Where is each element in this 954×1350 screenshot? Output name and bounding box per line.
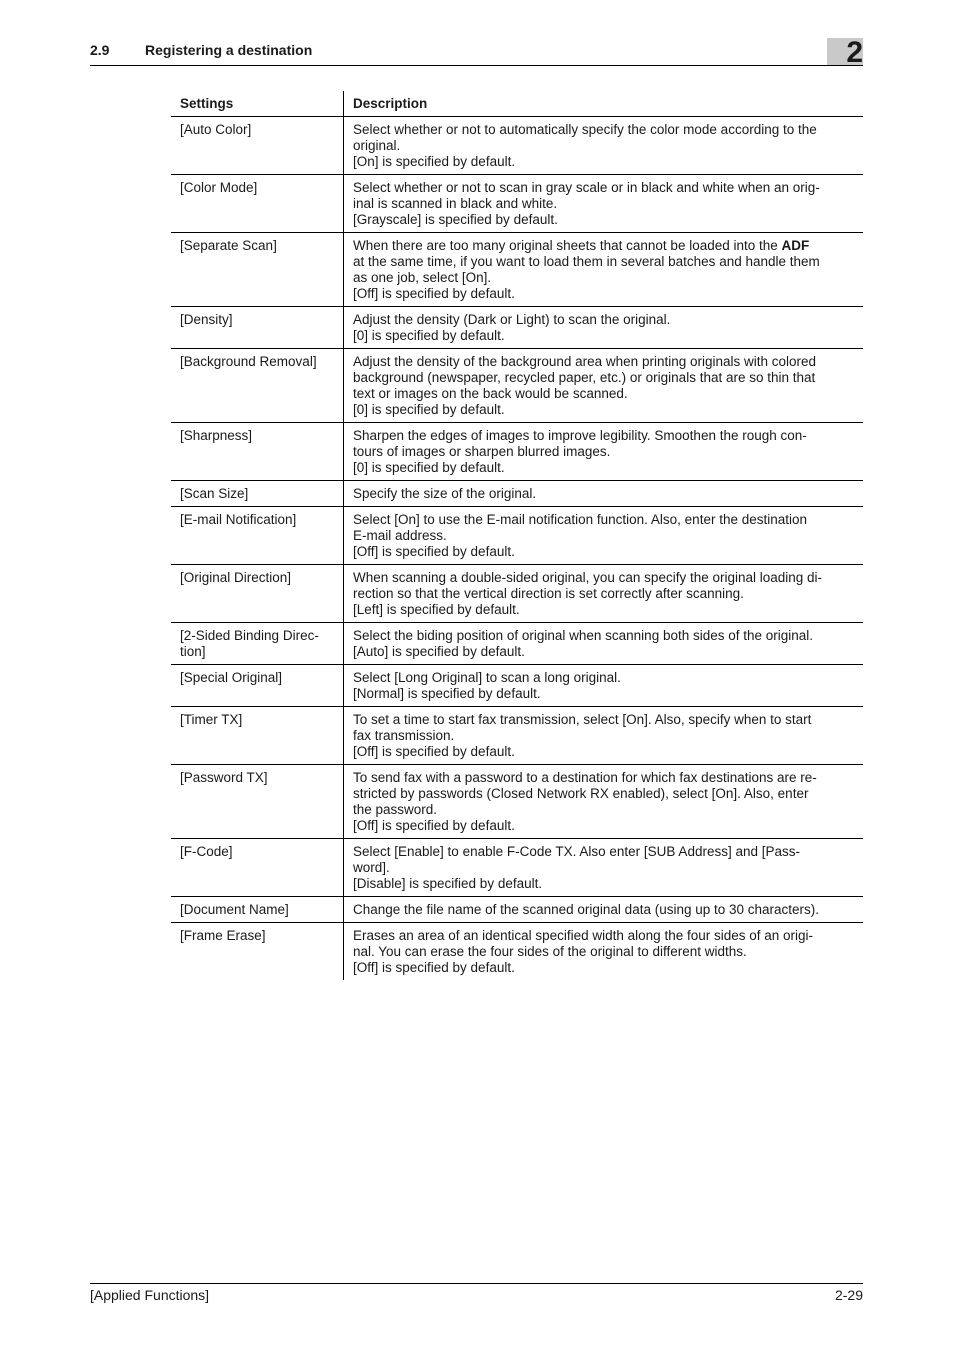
description-line: To send fax with a password to a destination for which fax destinations are re- xyxy=(353,770,817,785)
setting-name: [Frame Erase] xyxy=(171,923,344,981)
table-row xyxy=(171,897,863,923)
description-line: Select whether or not to scan in gray scale or in black and white when an orig- xyxy=(353,180,820,195)
description-line: [Off] is specified by default. xyxy=(353,286,515,301)
table-row xyxy=(171,117,863,175)
setting-description xyxy=(344,707,864,765)
setting-name: [F-Code] xyxy=(171,839,344,897)
description-line: Select [Long Original] to scan a long original. xyxy=(353,670,621,685)
description-line: [Off] is specified by default. xyxy=(353,960,515,975)
settings-table xyxy=(171,91,863,980)
setting-description xyxy=(344,765,864,839)
setting-description xyxy=(344,175,864,233)
description-line: E-mail address. xyxy=(353,528,447,543)
table-row xyxy=(171,565,863,623)
setting-name: [Timer TX] xyxy=(171,707,344,765)
setting-name: [Background Removal] xyxy=(171,349,344,423)
table-row xyxy=(171,623,863,665)
section-title: Registering a destination xyxy=(145,42,313,58)
description-line: word]. xyxy=(353,860,390,875)
description-line: Select the biding position of original when scanning both sides of the original. xyxy=(353,628,814,643)
table-row xyxy=(171,481,863,507)
description-line: [0] is specified by default. xyxy=(353,328,505,343)
setting-description xyxy=(344,507,864,565)
description-line: [Disable] is specified by default. xyxy=(353,876,543,891)
footer-manual-name: [Applied Functions] xyxy=(90,1287,210,1303)
setting-description xyxy=(344,565,864,623)
setting-name: [2-Sided Binding Direc-tion] xyxy=(171,623,344,665)
description-line: Select whether or not to automatically specify the color mode according to the xyxy=(353,122,817,137)
description-line: inal is scanned in black and white. xyxy=(353,196,558,211)
description-line: tours of images or sharpen blurred images. xyxy=(353,444,611,459)
description-line: text or images on the back would be scanned. xyxy=(353,386,628,401)
setting-name: [Separate Scan] xyxy=(171,233,344,307)
setting-name: [E-mail Notification] xyxy=(171,507,344,565)
setting-description xyxy=(344,623,864,665)
column-header-description: Description xyxy=(344,91,864,117)
description-line: [On] is specified by default. xyxy=(353,154,516,169)
description-line: [Left] is specified by default. xyxy=(353,602,520,617)
description-line: Change the file name of the scanned original data (using up to 30 characters). xyxy=(353,902,820,917)
table-row xyxy=(171,175,863,233)
setting-description xyxy=(344,423,864,481)
description-line: When there are too many original sheets that cannot be loaded into the ADF xyxy=(353,238,810,253)
setting-description xyxy=(344,481,864,507)
setting-description xyxy=(344,839,864,897)
setting-name: [Scan Size] xyxy=(171,481,344,507)
description-line: stricted by passwords (Closed Network RX enabled), select [On]. Also, enter xyxy=(353,786,809,801)
description-line: [Normal] is specified by default. xyxy=(353,686,541,701)
description-line: [Auto] is specified by default. xyxy=(353,644,525,659)
description-line: [Off] is specified by default. xyxy=(353,818,515,833)
setting-description xyxy=(344,923,864,981)
setting-description xyxy=(344,349,864,423)
chapter-number: 2 xyxy=(846,36,863,69)
description-line: background (newspaper, recycled paper, etc.) or originals that are so thin that xyxy=(353,370,816,385)
setting-name: [Sharpness] xyxy=(171,423,344,481)
description-line: Adjust the density (Dark or Light) to scan the original. xyxy=(353,312,671,327)
setting-name: [Original Direction] xyxy=(171,565,344,623)
description-line: Erases an area of an identical specified width along the four sides of an origi- xyxy=(353,928,814,943)
description-line: [0] is specified by default. xyxy=(353,460,505,475)
description-line: Select [Enable] to enable F-Code TX. Also enter [SUB Address] and [Pass- xyxy=(353,844,800,859)
description-line: as one job, select [On]. xyxy=(353,270,492,285)
table-row xyxy=(171,349,863,423)
description-line: fax transmission. xyxy=(353,728,455,743)
table-row xyxy=(171,307,863,349)
setting-description xyxy=(344,897,864,923)
table-row xyxy=(171,839,863,897)
setting-name: [Auto Color] xyxy=(171,117,344,175)
table-row xyxy=(171,423,863,481)
setting-description xyxy=(344,117,864,175)
setting-description xyxy=(344,307,864,349)
table-row xyxy=(171,923,863,981)
description-line: Specify the size of the original. xyxy=(353,486,537,501)
description-line: nal. You can erase the four sides of the original to different widths. xyxy=(353,944,747,959)
setting-name: [Density] xyxy=(171,307,344,349)
description-line: original. xyxy=(353,138,401,153)
setting-name: [Special Original] xyxy=(171,665,344,707)
setting-description xyxy=(344,233,864,307)
description-line: Adjust the density of the background area when printing originals with colored xyxy=(353,354,817,369)
page-footer xyxy=(90,1283,863,1303)
description-line: at the same time, if you want to load them in several batches and handle them xyxy=(353,254,820,269)
setting-name: [Color Mode] xyxy=(171,175,344,233)
section-number: 2.9 xyxy=(90,42,110,58)
description-line: [Grayscale] is specified by default. xyxy=(353,212,558,227)
table-row xyxy=(171,707,863,765)
description-line: When scanning a double-sided original, you can specify the original loading di- xyxy=(353,570,823,585)
table-row xyxy=(171,507,863,565)
table-row xyxy=(171,233,863,307)
table-row xyxy=(171,665,863,707)
column-header-settings: Settings xyxy=(171,91,344,117)
description-line: the password. xyxy=(353,802,438,817)
table-header-row xyxy=(171,91,863,117)
page-header xyxy=(90,36,863,69)
table-row xyxy=(171,765,863,839)
description-line: To set a time to start fax transmission, select [On]. Also, specify when to start xyxy=(353,712,812,727)
description-line: rection so that the vertical direction is set correctly after scanning. xyxy=(353,586,744,601)
page-number: 2-29 xyxy=(834,1287,863,1303)
description-line: [Off] is specified by default. xyxy=(353,744,515,759)
description-line: Select [On] to use the E-mail notification function. Also, enter the destination xyxy=(353,512,808,527)
description-line: [Off] is specified by default. xyxy=(353,544,515,559)
description-line: [0] is specified by default. xyxy=(353,402,505,417)
setting-name: [Password TX] xyxy=(171,765,344,839)
setting-description xyxy=(344,665,864,707)
setting-name: [Document Name] xyxy=(171,897,344,923)
description-line: Sharpen the edges of images to improve legibility. Smoothen the rough con- xyxy=(353,428,807,443)
